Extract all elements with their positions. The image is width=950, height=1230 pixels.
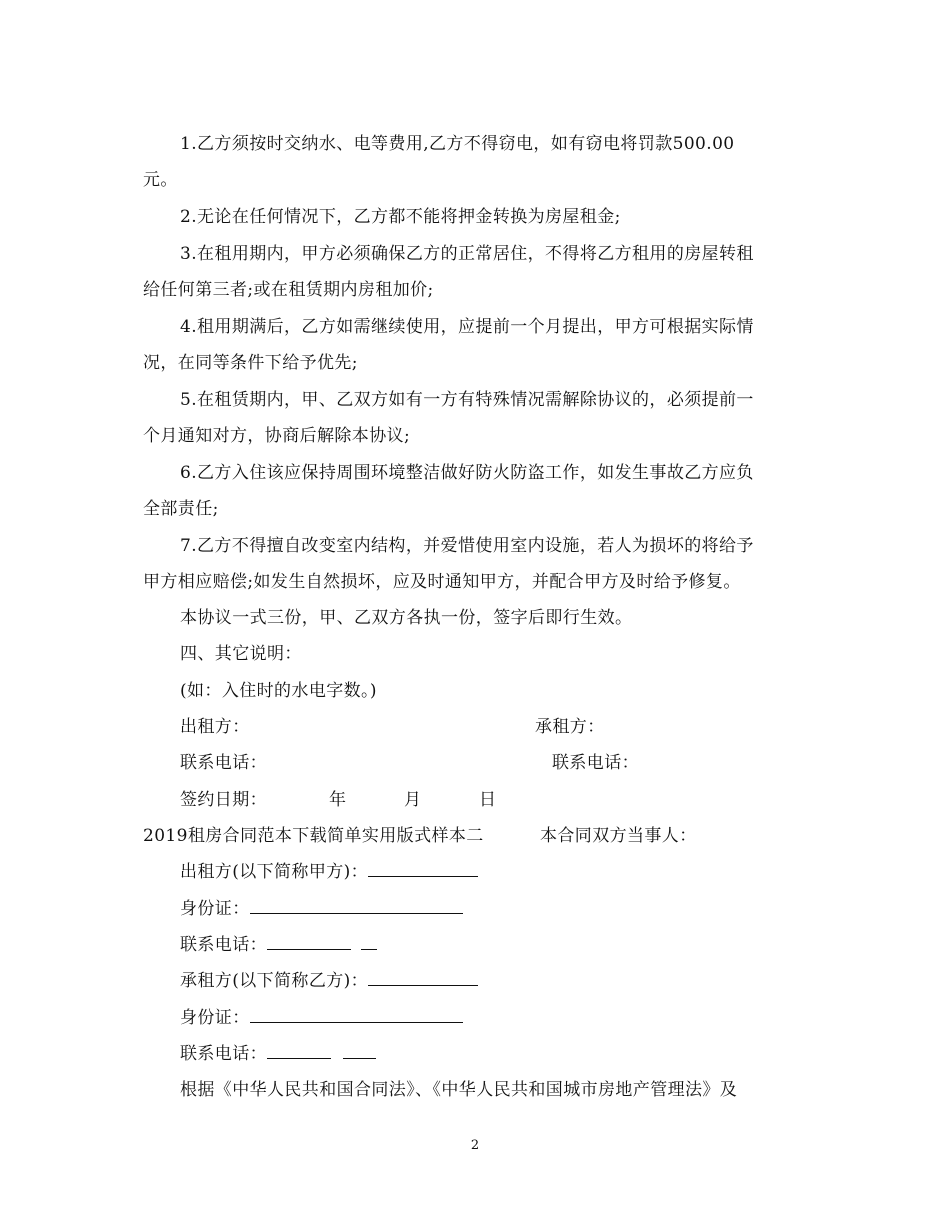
legal-basis: 根据《中华人民共和国合同法》、《中华人民共和国城市房地产管理法》及 — [180, 1080, 738, 1100]
page-number: 2 — [470, 1138, 480, 1153]
lessee-b-field — [180, 969, 478, 993]
section-four-heading: 四、其它说明： — [180, 644, 302, 664]
sign-year: 年 — [329, 790, 347, 810]
id-a-field — [180, 897, 463, 921]
sign-day: 日 — [479, 790, 497, 810]
lessee-b-blank — [368, 969, 478, 986]
lessor-a-field — [180, 860, 478, 884]
clause-5-line-1: 5.在租赁期内，甲、乙双方如有一方有特殊情况需解除协议的，必须提前一 — [180, 390, 754, 410]
phone-b-label: 联系电话： — [180, 1044, 267, 1064]
clause-6-line-2: 全部责任; — [143, 499, 219, 519]
clause-5-line-2: 个月通知对方，协商后解除本协议; — [143, 426, 411, 446]
other-notes: (如：入住时的水电字数。) — [180, 681, 377, 701]
id-a-label: 身份证： — [180, 899, 250, 919]
lessee-label: 承租方： — [535, 717, 605, 737]
phone-b-blank-1 — [267, 1042, 331, 1059]
clause-7-line-1: 7.乙方不得擅自改变室内结构，并爱惜使用室内设施，若人为损坏的将给予 — [180, 536, 754, 556]
phone-a-label: 联系电话： — [180, 935, 267, 955]
clause-7-line-2: 甲方相应赔偿;如发生自然损坏，应及时通知甲方，并配合甲方及时给予修复。 — [143, 572, 741, 592]
clause-4-line-1: 4.租用期满后，乙方如需继续使用，应提前一个月提出，甲方可根据实际情 — [180, 317, 754, 337]
contract-two-title: 2019租房合同范本下载简单实用版式样本二 — [143, 826, 484, 846]
id-b-blank — [250, 1006, 463, 1023]
sign-month: 月 — [404, 790, 422, 810]
lessee-phone-label: 联系电话： — [552, 753, 639, 773]
phone-a-field — [180, 933, 377, 957]
sign-date-label: 签约日期： — [180, 790, 267, 810]
clause-2: 2.无论在任何情况下，乙方都不能将押金转换为房屋租金; — [180, 207, 621, 227]
id-b-label: 身份证： — [180, 1008, 250, 1028]
clause-3-line-2: 给任何第三者;或在租赁期内房租加价; — [143, 280, 434, 300]
clause-6-line-1: 6.乙方入住该应保持周围环境整洁做好防火防盗工作，如发生事故乙方应负 — [180, 463, 754, 483]
phone-a-blank-2 — [361, 933, 377, 950]
phone-a-blank-1 — [267, 933, 351, 950]
agreement-copies: 本协议一式三份，甲、乙双方各执一份，签字后即行生效。 — [180, 608, 633, 628]
lessor-phone-label: 联系电话： — [180, 753, 267, 773]
clause-4-line-2: 况，在同等条件下给予优先; — [143, 353, 358, 373]
id-a-blank — [250, 897, 463, 914]
clause-3-line-1: 3.在租用期内，甲方必须确保乙方的正常居住，不得将乙方租用的房屋转租 — [180, 244, 754, 264]
clause-1-line-1: 1.乙方须按时交纳水、电等费用,乙方不得窃电，如有窃电将罚款500.00 — [180, 134, 735, 154]
id-b-field — [180, 1006, 463, 1030]
lessor-label: 出租方： — [180, 717, 250, 737]
phone-b-blank-2 — [343, 1042, 376, 1059]
clause-1-line-2: 元。 — [143, 170, 178, 190]
lessor-a-label: 出租方(以下简称甲方)： — [180, 862, 369, 882]
lessee-b-label: 承租方(以下简称乙方)： — [180, 971, 369, 991]
phone-b-field — [180, 1042, 376, 1066]
parties-intro: 本合同双方当事人： — [540, 826, 697, 846]
lessor-a-blank — [368, 860, 478, 877]
